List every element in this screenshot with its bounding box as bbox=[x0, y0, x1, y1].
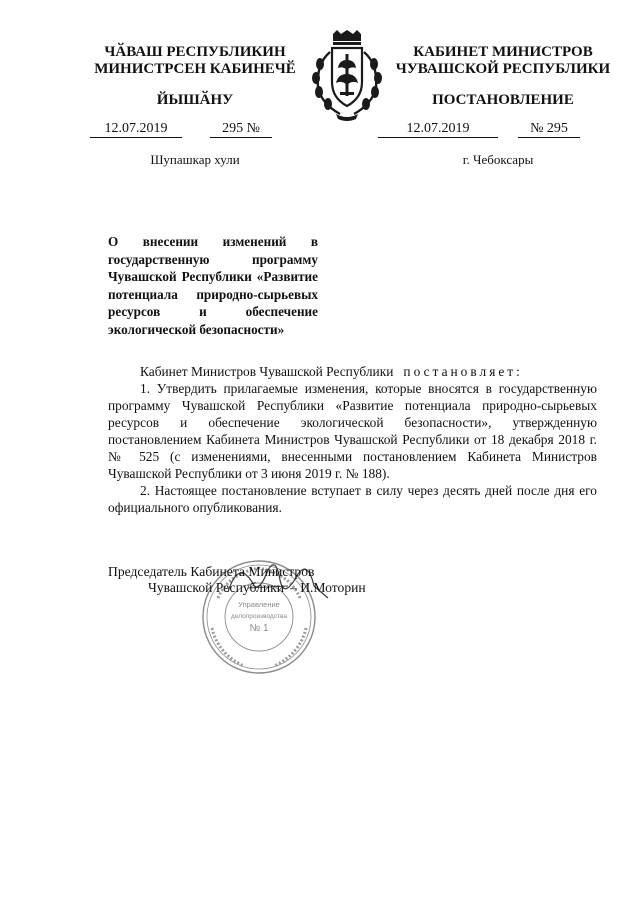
header-right-number: № 295 bbox=[518, 121, 580, 138]
stamp-center-mid: делопроизводства bbox=[231, 613, 287, 620]
header-right-city: г. Чебоксары bbox=[462, 152, 534, 167]
header-left-city: Шупашкар хули bbox=[150, 152, 240, 167]
document-body bbox=[108, 363, 597, 516]
header-left-org bbox=[80, 44, 310, 78]
coat-of-arms-emblem bbox=[306, 30, 388, 122]
header-right-date: 12.07.2019 bbox=[378, 121, 498, 138]
header-left-date: 12.07.2019 bbox=[90, 121, 182, 138]
preamble bbox=[108, 363, 597, 380]
item-1: 1. Утвердить прилагаемые изменения, которые вносятся в государственную программу Чувашской Республики «Развитие потенциала природно-сырьевых ресурсов и обеспечение экологической безопасности», утвержденную постановлением Кабинета Министров Чувашской Республики от 18 декабря 2018 г. № 525 (с изменениями, внесенными постановлением Кабинета Министров Чувашской Республики от 3 июня 2019 г. № 188). bbox=[108, 381, 597, 481]
document-title: О внесении изменений в государственную программу Чувашской Республики «Развитие потенциала природно-сырьевых ресурсов и обеспечение экологической безопасности» bbox=[108, 234, 318, 337]
signature-line1: Председатель Кабинета Министров bbox=[108, 564, 315, 579]
preamble-lead: Кабинет Министров Чувашской Республики bbox=[140, 364, 394, 379]
header-right-line2: ЧУВАШСКОЙ РЕСПУБЛИКИ bbox=[395, 61, 611, 77]
signature-name: – И.Моторин bbox=[290, 580, 366, 595]
item-2: 2. Настоящее постановление вступает в силу через десять дней после дня его официального опубликования. bbox=[108, 483, 597, 515]
header-left-line1: ЧӐВАШ РЕСПУБЛИКИН bbox=[104, 44, 286, 60]
header-right-org bbox=[378, 44, 628, 78]
header-left-number: 295 № bbox=[210, 121, 272, 138]
header-left-line2: МИНИСТРСЕН КАБИНЕЧӖ bbox=[94, 61, 296, 77]
header-right-line1: КАБИНЕТ МИНИСТРОВ bbox=[413, 44, 593, 60]
header-left-doc-type: ЙЫШӐНУ bbox=[156, 92, 234, 108]
signature-line2: Чувашской Республики bbox=[148, 580, 284, 595]
preamble-verb: постановляет: bbox=[403, 364, 523, 379]
stamp-center-number: № 1 bbox=[249, 623, 269, 634]
header-right-doc-type: ПОСТАНОВЛЕНИЕ bbox=[432, 92, 574, 108]
stamp-center-top: Управление bbox=[238, 600, 280, 609]
